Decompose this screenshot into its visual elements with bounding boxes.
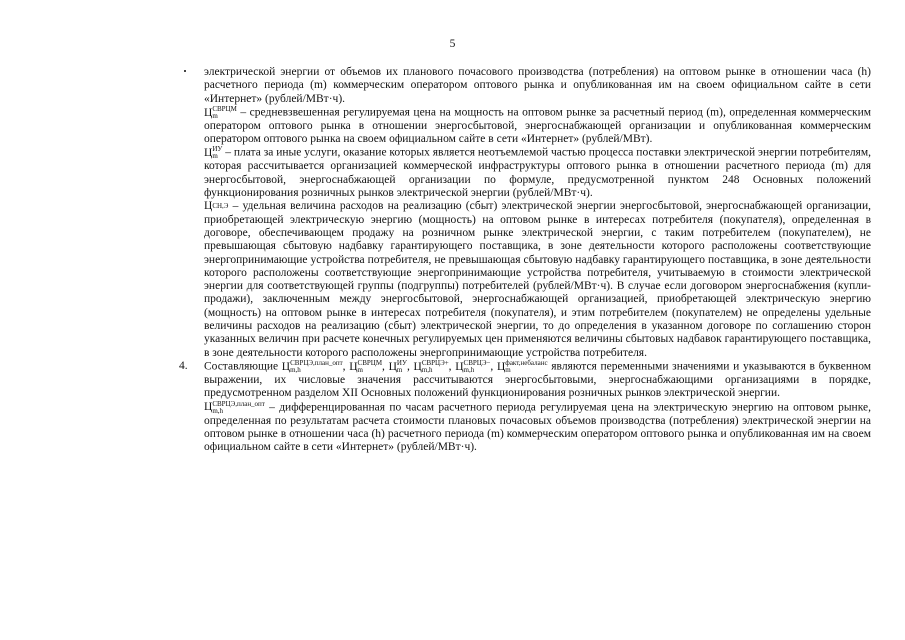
formula-symbol: Ц СВРЦЭ− m,h (455, 358, 491, 374)
formula-symbol: Ц СН,Э (204, 200, 229, 213)
formula-symbol: Ц ИУ m (388, 358, 407, 374)
formula-symbol: Ц СВРЦМ m (349, 358, 383, 374)
definition-plan-opt (204, 401, 871, 455)
margin-mark (184, 70, 186, 72)
item-number: 4. (179, 359, 188, 372)
formula-symbol: Ц СВРЦЭ+ m,h (413, 358, 449, 374)
page-number: 5 (449, 38, 456, 50)
numbered-item-4: 4. Составляющие Ц СВРЦЭ,план_опт m,h , Ц СВРЦМ m , Ц ИУ m , Ц СВРЦЭ+ m,h , Ц СВРЦЭ− m,h , Ц факт,небаланс m являются переменными значениями и указываются в буквенном выражении, их числовые значения рассчитываются энергосбытовыми, энергоснабжающими организациями в порядке, предусмотренном разделом XII Основных положений функционирования розничных рынков электрической энергии. (179, 358, 872, 400)
document-body (179, 66, 872, 454)
definition-text: – плата за иные услуги, оказание которых является неотъемлемой частью процесса поставки электрической энергии потребителям, которая рассчитывается организацией коммерческой инфраструктуры оптового рынка в отношении расчетного периода (m) для энергосбытовой, энергоснабжающей организации по формуле, предусмотренной пунктом 248 Основных положений функционирования розничных рынков электрической энергии (рублей/МВт·ч). (204, 147, 871, 200)
definition-svrcm (204, 106, 871, 147)
definition-iu (204, 146, 871, 200)
formula-symbol: Ц СВРЦЭ,план_опт m,h (281, 358, 343, 374)
definition-sne (204, 200, 871, 360)
definition-text: – средневзвешенная регулируемая цена на мощность на оптовом рынке за расчетный период (m), определенная коммерческим оператором оптового рынка в отношении энергосбытовой, энергоснабжающей организации и опубликованная коммерческим оператором оптового рынка на своем официальном сайте в сети «Интернет» (рублей/МВт). (204, 106, 871, 146)
item-lead: Составляющие (204, 360, 282, 373)
formula-symbol: Ц ИУ m (204, 145, 223, 161)
definition-text: – удельная величина расходов на реализацию (сбыт) электрической энергии энергосбытовой, энергоснабжающей организации, приобретающей электрическую энергию (мощность) на оптовом рынке в интересах потребителя (покупателя), определенная в договоре, обеспечивающем продажу на розничном рынке электрической энергии, с таким потребителем (покупателем), не превышающая сбытовую надбавку гарантирующего поставщика, в зоне деятельности которого расположены соответствующие энергопринимающие устройства потребителя, не превышающая сбытовую надбавку гарантирующего поставщика, в зоне деятельности которого расположены соответствующие энергопринимающие устройства потребителя, учитываемую в стоимости электрической энергии для соответствующей группы (подгруппы) потребителей (рублей/МВт·ч). В случае если договором энергоснабжения (купли-продажи), заключенным между энергосбытовой, энергоснабжающей организацией, приобретающей электрическую энергию (мощность) на оптовом рынке в интересах потребителя (покупателя), и этим потребителем (покупателем) не определены удельные величины расходов на реализацию (сбыт) электрической энергии, то до определения в указанном договоре по соглашению сторон указанных величин при расчете конечных регулируемых цен применяются величины сбытовых надбавок гарантирующего поставщика, в зоне деятельности которого расположены энергопринимающие устройства потребителя. (204, 200, 871, 359)
formula-symbol: Ц СВРЦМ m (204, 104, 237, 120)
paragraph-intro: электрической энергии от объемов их планового почасового производства (потребления) на оптовом рынке в отношении часа (h) расчетного периода (m) коммерческим оператором оптового рынка и опубликованная им на своем официальном сайте в сети «Интернет» (рублей/МВт·ч). (204, 66, 871, 105)
formula-symbol: Ц факт,небаланс m (496, 358, 548, 374)
item-tail: являются переменными значениями и указываются в буквенном выражении, их числовые значения рассчитываются энергосбытовыми, энергоснабжающими организациями в порядке, предусмотренном разделом XII Основных положений функционирования розничных рынков электрической энергии. (204, 360, 872, 400)
formula-symbol: Ц СВРЦЭ,план_опт m,h (204, 399, 265, 415)
definition-text: – дифференцированная по часам расчетного периода регулируемая цена на электрическую энергию на оптовом рынке, определенная по результатам расчета стоимости плановых почасовых объемов производства (потребления) электрической энергии на оптовом рынке в отношении часа (h) расчетного периода (m) коммерческим оператором оптового рынка и опубликованная им на своем официальном сайте в сети «Интернет» (рублей/МВт·ч). (204, 401, 871, 454)
